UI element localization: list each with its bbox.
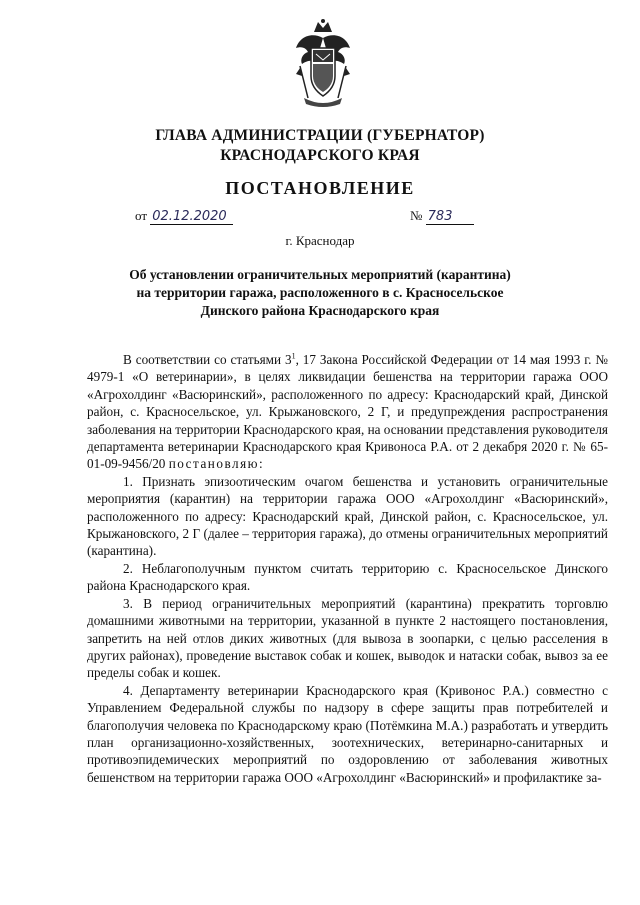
clause-3: 3. В период ограничительных мероприятий (карантина) прекратить торговлю домашними животными на территории, указанной в пункте 2 настоящего постановления, запретить на ней отлов диких животных (для вывоза в зоопарки, с целью расселения в других районах), проведение выставок собак и кошек, выводок и натаски собак, вывоз за ее пределы собак и кошек. [87,595,608,681]
document-body [87,351,608,786]
clause-1: 1. Признать эпизоотическим очагом бешенства и установить ограничительные мероприятия (карантин) на территории гаража ООО «Агрохолдинг «Васюринский», расположенного по адресу: Краснодарский край, Динской район, с. Красносельское, ул. Крыжановского, 2 Г (далее – территория гаража), до отмены ограничительных мероприятий (карантина). [87,473,608,559]
title-line3: Динского района Краснодарского края [200,303,440,318]
coat-of-arms-emblem [294,18,352,108]
preamble-text-b: , 17 Закона Российской Федерации от 14 мая 1993 г. № 4979-1 «О ветеринарии», в целях ликвидации бешенства на территории гаража ООО «Агрохолдинг «Васюринский», расположенного по адресу: Краснодарский край, Динской район, с. Красносельское, ул. Крыжановского, 2 Г, и предупреждения распространения заболевания на территории Краснодарского края, на основании представления руководителя департамента ветеринарии Краснодарского края Кривоноса Р.А. от 2 декабря 2020 г. № 65-01-09-9456/20 [87,352,608,472]
preamble-superscript: 1 [291,351,296,361]
date-value: 02.12.2020 [150,209,232,225]
issuer-title-line2: КРАСНОДАРСКОГО КРАЯ [220,147,420,164]
clause-2: 2. Неблагополучным пунктом считать территорию с. Красносельское Динского района Краснодарского края. [87,560,608,594]
preamble-text-a: В соответствии со статьями 3 [123,352,292,367]
title-line2: на территории гаража, расположенного в с. Красносельское [136,285,504,300]
issuer-title-line1: ГЛАВА АДМИНИСТРАЦИИ (ГУБЕРНАТОР) [155,127,485,144]
date-field [135,208,233,225]
preamble-paragraph [87,351,608,473]
document-type: ПОСТАНОВЛЕНИЕ [225,178,415,198]
title-line1: Об установлении ограничительных мероприятий (карантина) [129,267,511,282]
clause-4: 4. Департаменту ветеринарии Краснодарского края (Кривонос Р.А.) совместно с Управлением Федеральной службы по надзору в сфере защиты прав потребителей и благополучия человека по Краснодарскому краю (Потёмкина М.А.) разработать и утвердить план организационно-хозяйственных, зоотехнических, ветеринарно-санитарных и противоэпидемических мероприятий по оздоровлению от заболевания животных бешенством на территории гаража ООО «Агрохолдинг «Васюринский» и профилактике за- [87,682,608,785]
number-prefix: № [410,208,423,223]
number-value: 783 [426,209,475,225]
number-field [410,208,474,225]
date-prefix: от [135,208,148,223]
city-name: г. Краснодар [285,233,355,248]
document-title [90,266,550,320]
resolution-word: постановляю: [168,456,265,472]
